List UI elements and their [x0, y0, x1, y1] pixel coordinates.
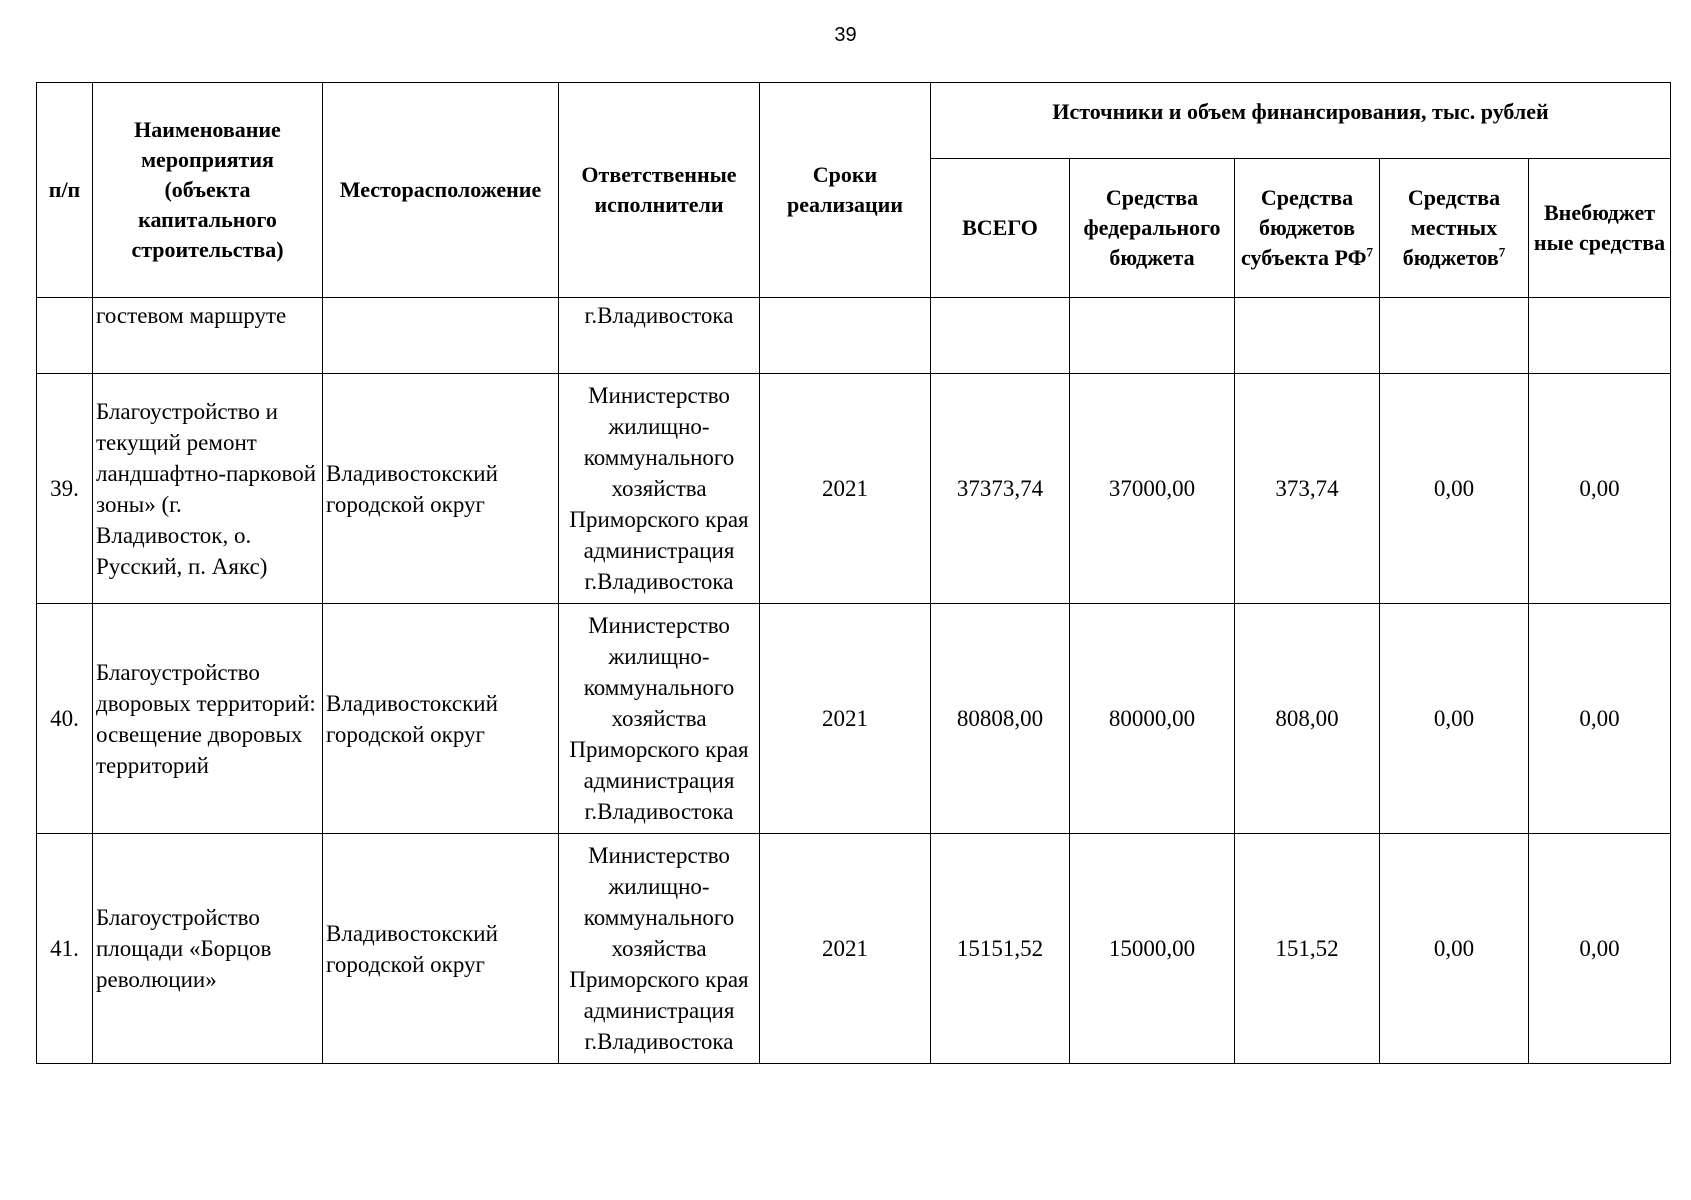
continuation-row	[37, 298, 1671, 374]
cont-subject	[1235, 298, 1380, 374]
financing-table	[36, 82, 1671, 1064]
row-name: Благоустройство и текущий ремонт ландшафтно-парковой зоны» (г. Владивосток, о. Русский, п. Аякс)	[93, 374, 323, 604]
header-federal: Средства федерального бюджета	[1070, 159, 1235, 298]
header-subject-label: Средства бюджетов субъекта РФ	[1241, 185, 1367, 270]
row-local: 0,00	[1380, 604, 1529, 834]
row-extra: 0,00	[1529, 604, 1671, 834]
row-location: Владивостокский городской округ	[323, 604, 559, 834]
cont-location	[323, 298, 559, 374]
footnote-mark: 7	[1498, 244, 1506, 260]
cont-executors: г.Владивостока	[559, 298, 760, 374]
header-subject	[1235, 159, 1380, 298]
header-local	[1380, 159, 1529, 298]
header-num: п/п	[37, 83, 93, 298]
row-subject: 373,74	[1235, 374, 1380, 604]
cont-num	[37, 298, 93, 374]
row-subject: 151,52	[1235, 834, 1380, 1064]
cont-name: гостевом маршруте	[93, 298, 323, 374]
header-terms: Сроки реализации	[760, 83, 931, 298]
header-local-label: Средства местных бюджетов	[1402, 185, 1501, 270]
header-name: Наименование мероприятия (объекта капитального строительства)	[93, 83, 323, 298]
header-location: Месторасположение	[323, 83, 559, 298]
row-local: 0,00	[1380, 374, 1529, 604]
row-total: 15151,52	[931, 834, 1070, 1064]
row-year: 2021	[760, 834, 931, 1064]
row-local: 0,00	[1380, 834, 1529, 1064]
row-federal: 15000,00	[1070, 834, 1235, 1064]
row-total: 37373,74	[931, 374, 1070, 604]
footnote-mark: 7	[1366, 244, 1373, 260]
table-row	[37, 834, 1671, 1064]
cont-total	[931, 298, 1070, 374]
row-location: Владивостокский городской округ	[323, 374, 559, 604]
row-executors: Министерство жилищно-коммунального хозяйства Приморского края администрация г.Владивостока	[559, 604, 760, 834]
cont-local	[1380, 298, 1529, 374]
row-federal: 37000,00	[1070, 374, 1235, 604]
cont-federal	[1070, 298, 1235, 374]
row-extra: 0,00	[1529, 374, 1671, 604]
cont-extra	[1529, 298, 1671, 374]
table-row	[37, 604, 1671, 834]
row-num: 41.	[37, 834, 93, 1064]
row-year: 2021	[760, 374, 931, 604]
row-total: 80808,00	[931, 604, 1070, 834]
page-number: 39	[834, 24, 857, 46]
table-row	[37, 374, 1671, 604]
header-total: ВСЕГО	[931, 159, 1070, 298]
row-name: Благоустройство дворовых территорий: освещение дворовых территорий	[93, 604, 323, 834]
header-financing-group: Источники и объем финансирования, тыс. рублей	[931, 83, 1671, 159]
row-num: 40.	[37, 604, 93, 834]
row-location: Владивостокский городской округ	[323, 834, 559, 1064]
header-extra: Внебюджет ные средства	[1529, 159, 1671, 298]
row-executors: Министерство жилищно-коммунального хозяйства Приморского края администрация г.Владивостока	[559, 374, 760, 604]
header-executors: Ответственные исполнители	[559, 83, 760, 298]
row-federal: 80000,00	[1070, 604, 1235, 834]
row-subject: 808,00	[1235, 604, 1380, 834]
row-name: Благоустройство площади «Борцов революции»	[93, 834, 323, 1064]
row-num: 39.	[37, 374, 93, 604]
header-row-1	[37, 83, 1671, 159]
row-executors: Министерство жилищно-коммунального хозяйства Приморского края администрация г.Владивостока	[559, 834, 760, 1064]
row-year: 2021	[760, 604, 931, 834]
cont-terms	[760, 298, 931, 374]
row-extra: 0,00	[1529, 834, 1671, 1064]
